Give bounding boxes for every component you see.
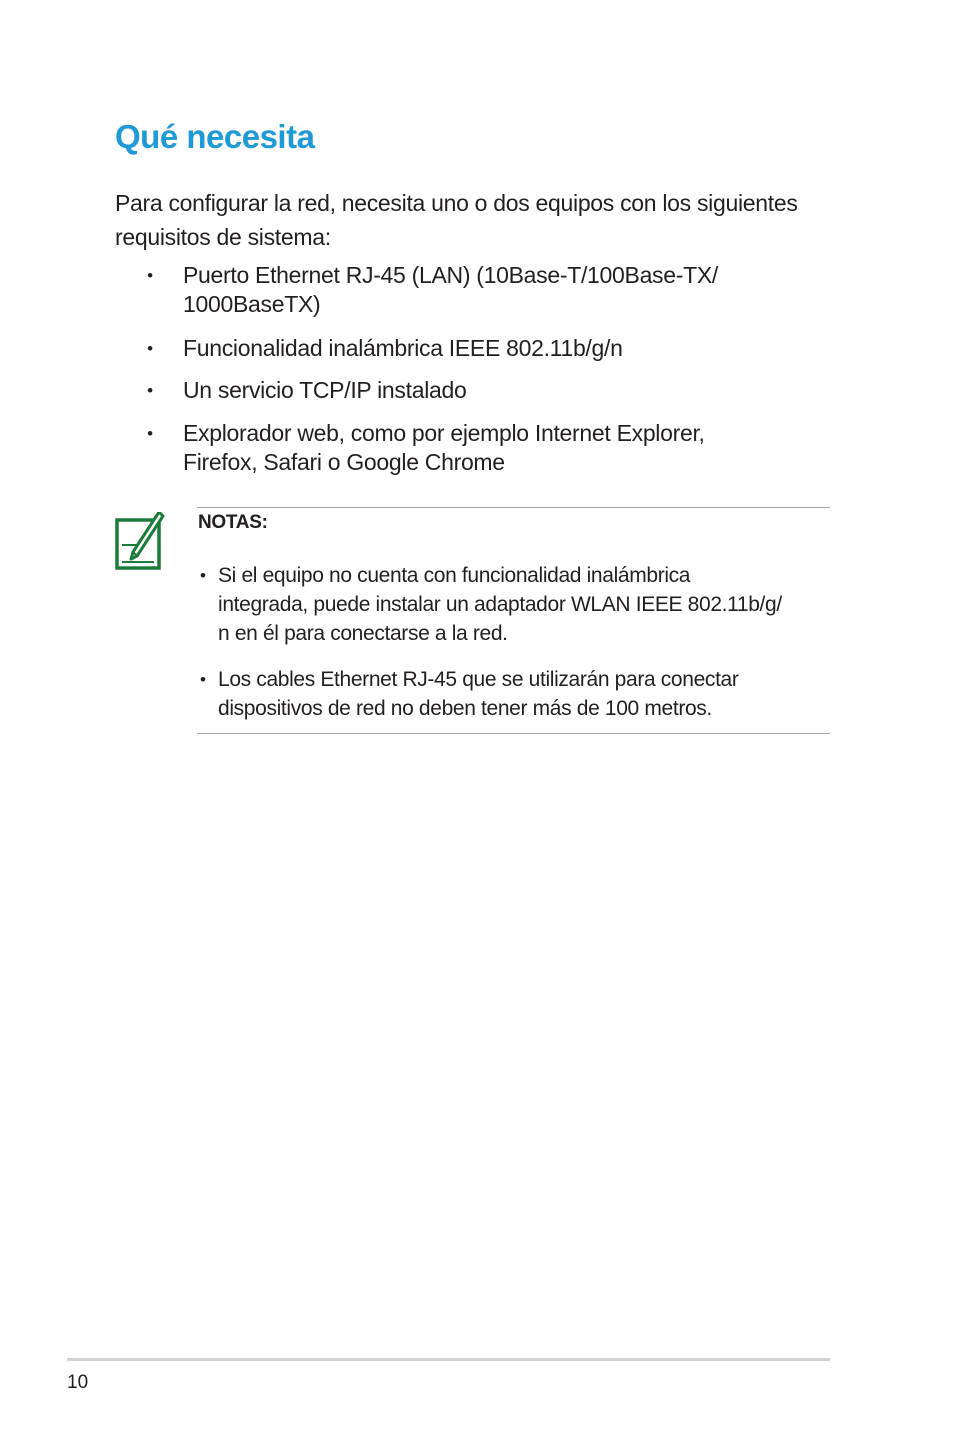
requirement-line: Puerto Ethernet RJ-45 (LAN) (10Base-T/100Base-TX/ — [183, 262, 718, 288]
note-line: integrada, puede instalar un adaptador WLAN IEEE 802.11b/g/ — [218, 593, 782, 616]
note-line: Los cables Ethernet RJ-45 que se utilizarán para conectar — [218, 668, 739, 691]
note-line: Si el equipo no cuenta con funcionalidad inalámbrica — [218, 564, 691, 587]
requirement-line: Funcionalidad inalámbrica IEEE 802.11b/g/n — [183, 335, 623, 361]
requirement-line: 1000BaseTX) — [183, 291, 321, 317]
note-pencil-icon — [113, 512, 165, 572]
note-item — [200, 561, 838, 648]
bullet: • — [147, 339, 153, 358]
note-item — [200, 665, 838, 723]
note-line: n en él para conectarse a la red. — [218, 622, 508, 645]
footer-divider — [67, 1358, 830, 1361]
requirement-line: Explorador web, como por ejemplo Internet Explorer, — [183, 420, 705, 446]
bullet: • — [200, 566, 206, 585]
notes-top-divider — [197, 507, 830, 508]
notes-bottom-divider — [197, 733, 830, 734]
intro-paragraph: Para configurar la red, necesita uno o dos equipos con los siguientes requisitos de sistema: — [115, 190, 798, 250]
bullet: • — [200, 670, 206, 689]
bullet: • — [147, 381, 153, 400]
bullet: • — [147, 424, 153, 443]
requirement-item — [147, 376, 823, 405]
notes-heading: NOTAS: — [198, 512, 268, 533]
note-line: dispositivos de red no deben tener más de 100 metros. — [218, 697, 712, 720]
requirement-line: Firefox, Safari o Google Chrome — [183, 449, 505, 475]
requirement-item — [147, 419, 823, 477]
requirement-item — [147, 334, 823, 363]
requirement-line: Un servicio TCP/IP instalado — [183, 377, 467, 403]
page-number: 10 — [67, 1372, 89, 1393]
requirement-item — [147, 261, 823, 319]
bullet: • — [147, 266, 153, 285]
page-title: Qué necesita — [115, 118, 315, 155]
